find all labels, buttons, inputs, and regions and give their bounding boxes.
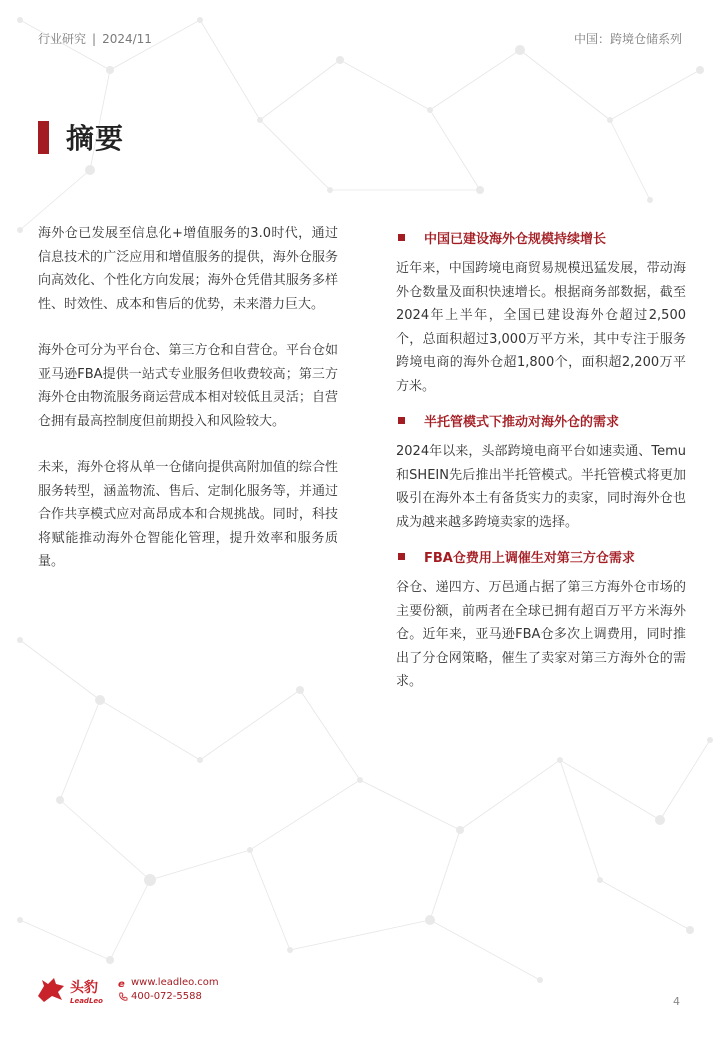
section-heading [396,410,686,430]
phone-icon [118,992,128,1002]
header-series: 中国：跨境仓储系列 [573,32,682,46]
header-separator: | [92,32,97,46]
summary-paragraph: 海外仓可分为平台仓、第三方仓和自营仓。平台仓如亚马逊FBA提供一站式专业服务但收费较高；第三方海外仓由物流服务商运营成本相对较低且灵活；自营仓拥有最高控制度但前期投入和风险较大。 [38,343,338,429]
section-heading-text: FBA仓费用上调催生对第三方仓需求 [424,550,635,566]
website-link[interactable]: www.leadleo.com [131,977,219,988]
header-left [38,30,152,47]
logo-cn-text: 头豹 [70,980,98,996]
web-icon [118,978,128,988]
section-heading [396,546,686,566]
summary-paragraph: 海外仓已发展至信息化+增值服务的3.0时代，通过信息技术的广泛应用和增值服务的提供，海外仓服务向高效化、个性化方向发展；海外仓凭借其服务多样性、时效性、成本和售后的优势，未来潜力巨大。 [38,226,338,312]
section-body: 2024年以来，头部跨境电商平台如速卖通、Temu和SHEIN先后推出半托管模式。半托管模式将更加吸引在海外本土有备货实力的卖家，同时海外仓也成为越来越多跨境卖家的选择。 [396,444,686,530]
page-number: 4 [673,995,680,1008]
page-title: 摘要 [66,122,125,155]
section-heading-text: 中国已建设海外仓规模持续增长 [424,231,607,247]
leadleo-logo [36,972,126,1006]
right-column [396,227,686,706]
section-heading [396,227,686,247]
section-heading-text: 半托管模式下推动对海外仓的需求 [424,414,620,430]
square-bullet-icon [398,553,405,560]
footer-contact [118,976,219,1004]
phone-row [118,990,219,1004]
square-bullet-icon [398,417,405,424]
summary-paragraph: 未来，海外仓将从单一仓储向提供高附加值的综合性服务转型，涵盖物流、售后、定制化服务等，并通过合作共享模式应对高昂成本和合规挑战。同时，科技将赋能推动海外仓智能化管理，提升效率和服务质量。 [38,460,338,569]
phone-number: 400-072-5588 [131,991,202,1002]
svg-text:e: e [118,979,125,988]
left-column [38,222,338,597]
header-category: 行业研究 [38,32,87,46]
logo-en-text: LeadLeo [70,997,103,1005]
section-body: 谷仓、递四方、万邑通占据了第三方海外仓市场的主要份额，前两者在全球已拥有超百万平方米海外仓。近年来，亚马逊FBA仓多次上调费用，同时推出了分仓网策略，催生了卖家对第三方海外仓的需求。 [396,580,686,689]
website-row [118,976,219,990]
header-date: 2024/11 [102,32,152,46]
section-body: 近年来，中国跨境电商贸易规模迅猛发展，带动海外仓数量及面积快速增长。根据商务部数据，截至2024年上半年，全国已建设海外仓超过2,500个，总面积超过3,000万平方米，其中专注于服务跨境电商的海外仓超1,800个，面积超2,200万平方米。 [396,261,686,394]
square-bullet-icon [398,234,405,241]
title-accent-bar [38,121,49,154]
